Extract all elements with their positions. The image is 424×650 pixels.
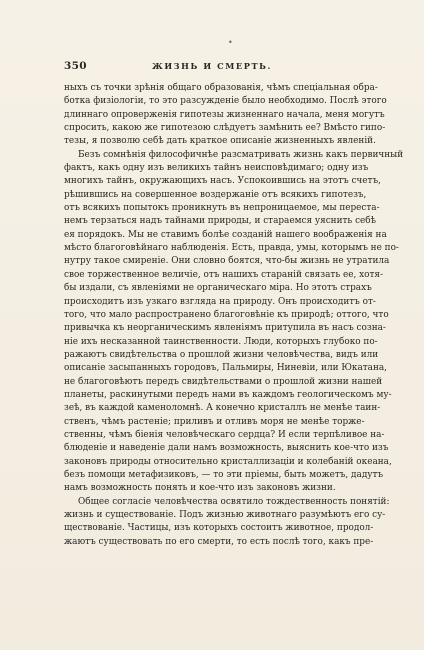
text-line: фактъ, какъ одну изъ великихъ тайнъ неисповѣдимаго; одну изъ bbox=[64, 163, 369, 174]
text-line: спросить, какою же гипотезою слѣдуетъ замѣнить ее? Вмѣсто гипо- bbox=[64, 123, 386, 134]
text-line: ственны, чѣмъ біенія человѣческаго сердца? И если терпѣливое на- bbox=[64, 429, 385, 440]
text-line: рѣшившись на совершенное воздержаніе отъ всякихъ гипотезъ, bbox=[64, 189, 367, 200]
text-line: не благоговѣютъ передъ свидѣтельствами о прошлой жизни нашей bbox=[64, 376, 383, 387]
text-line: ственъ, чѣмъ растеніе; приливъ и отливъ моря не менѣе торже- bbox=[64, 416, 365, 427]
text-line: ніе ихъ несказанной таинственности. Люди, которыхъ глубоко по- bbox=[64, 336, 378, 347]
text-line: свое торжественное величіе, отъ нашихъ стараній связать ее, хотя- bbox=[64, 269, 383, 280]
text-line: безъ помощи метафизиковъ, — то эти пріемы, быть можетъ, дадутъ bbox=[64, 469, 384, 480]
text-line: происходитъ изъ узкаго взгляда на природу. Онъ происходитъ от- bbox=[64, 296, 376, 307]
text-line: Общее согласіе человѣчества освятило тождественность понятій: bbox=[78, 496, 390, 507]
text-line: привычка къ неорганическимъ явленіямъ притупила въ насъ созна- bbox=[64, 323, 386, 334]
text-line: ботка физіологіи, то это разсужденіе было необходимо. Послѣ этого bbox=[64, 96, 387, 107]
page-header bbox=[64, 60, 360, 72]
text-line: мѣсто благоговѣйнаго наблюденія. Есть, правда, умы, которымъ не по- bbox=[64, 243, 399, 254]
text-line: зеѣ, въ каждой каменоломнѣ. А конечно кристаллъ не менѣе таин- bbox=[64, 403, 381, 414]
text-line: того, что мало распространено благоговѣніе къ природѣ; оттого, что bbox=[64, 309, 389, 320]
text-line: бы издали, съ явленіями не органическаго міра. Но этотъ страхъ bbox=[64, 283, 372, 294]
text-line: ея порядокъ. Мы не ставимъ болѣе созданій нашего воображенія на bbox=[64, 229, 387, 240]
text-line: немъ терзаться надъ тайнами природы, и стараемся уяснить себѣ bbox=[64, 216, 376, 227]
text-line: нутру такое смиреніе. Они словно боятся, что-бы жизнь не утратила bbox=[64, 256, 390, 267]
text-line: тезы, я позволю себѣ дать краткое описаніе жизненныхъ явленій. bbox=[64, 136, 376, 147]
text-line: отъ всякихъ попытокъ проникнуть въ непроницаемое, мы переста- bbox=[64, 203, 380, 214]
page-number: 350 bbox=[64, 60, 87, 72]
text-line: жизнь и существованіе. Подъ жизнью животнаго разумѣютъ его су- bbox=[64, 510, 386, 520]
text-line: многихъ тайнъ, окружающихъ насъ. Успокоившись на этотъ счетъ, bbox=[64, 176, 381, 187]
text-line: жаютъ существовать по его смерти, то есть послѣ того, какъ пре- bbox=[64, 536, 374, 547]
text-line: ныхъ съ точки зрѣнія общаго образованія, чѣмъ спеціальная обра- bbox=[64, 83, 378, 93]
text-line: блюденіе и наведеніе дали намъ возможность, выяснить кое-что изъ bbox=[64, 443, 389, 454]
running-title: ЖИЗНЬ И СМЕРТЬ. bbox=[152, 61, 272, 71]
text-line: длиннаго опроверженія гипотезы жизненнаго начала, меня могутъ bbox=[64, 109, 385, 120]
text-line: законовъ природы относительно кристаллизаціи и колебаній океана, bbox=[64, 456, 392, 467]
text-line: планеты, раскинутыми передъ нами въ каждомъ геологическомъ му- bbox=[64, 389, 392, 400]
text-line: ражаютъ свидѣтельства о прошлой жизни человѣчества, видъ или bbox=[64, 349, 379, 360]
page-ornament: • bbox=[228, 38, 233, 47]
text-line: Безъ сомнѣнія философичнѣе разсматривать жизнь какъ первичный bbox=[78, 149, 404, 160]
text-line: ществованіе. Частицы, изъ которыхъ состоитъ животное, продол- bbox=[64, 523, 374, 534]
text-line: намъ возможность понять и кое-что изъ законовъ жизни. bbox=[64, 483, 336, 494]
body-text bbox=[64, 82, 404, 549]
text-line: описаніе засыпанныхъ городовъ, Пальмиры, Ниневіи, или Юкатана, bbox=[64, 363, 387, 374]
